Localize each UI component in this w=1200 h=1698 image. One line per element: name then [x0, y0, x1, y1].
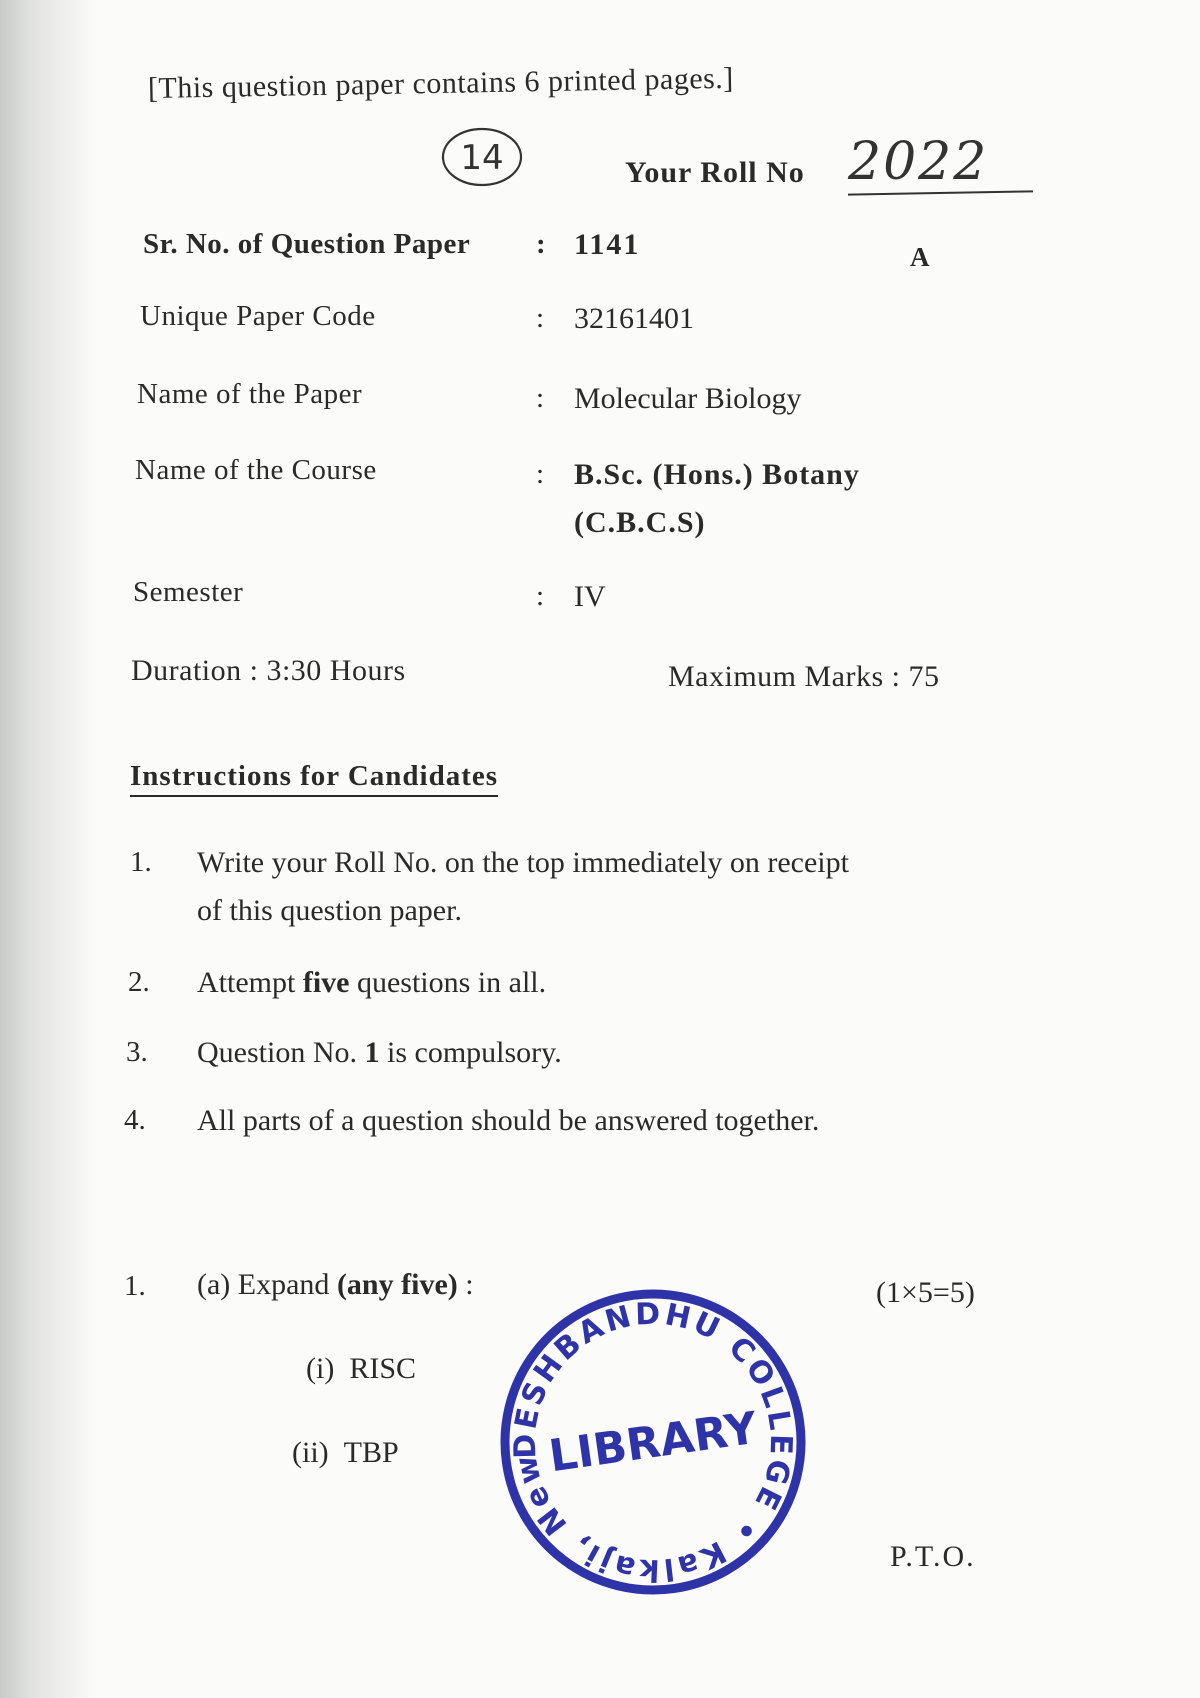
paper-name-colon: :: [536, 382, 545, 414]
instruction-4-number: 4.: [124, 1104, 146, 1136]
course-name-value-line2: (C.B.C.S): [574, 506, 706, 539]
instruction-3-number: 3.: [126, 1036, 148, 1068]
stamp-ring-text: DESHBANDHU COLLEGE • Kalkaji, New: [507, 1296, 799, 1588]
roll-number-handwritten: 2022: [848, 132, 989, 192]
semester-value: IV: [574, 580, 606, 613]
semester-label: Semester: [133, 576, 244, 608]
instructions-title: Instructions for Candidates: [130, 760, 498, 797]
instruction-2-number: 2.: [128, 966, 150, 998]
sr-no-value: 1141: [574, 228, 641, 261]
paper-name-value: Molecular Biology: [574, 382, 802, 415]
question-1-part-i: (i) RISC: [306, 1352, 417, 1385]
circled-number: [440, 126, 524, 188]
stamp-center-text: LIBRARY: [545, 1402, 761, 1483]
instruction-4-text: All parts of a question should be answered together.: [197, 1104, 820, 1137]
unique-paper-code-colon: :: [536, 302, 545, 334]
question-1-number: 1.: [124, 1270, 146, 1302]
course-name-value: B.Sc. (Hons.) Botany: [574, 458, 860, 491]
question-1-a: (a) Expand (any five) :: [197, 1268, 474, 1301]
instruction-1-line1: Write your Roll No. on the top immediately on receipt: [197, 846, 849, 879]
library-stamp: [498, 1287, 808, 1597]
instruction-1-line2: of this question paper.: [197, 894, 462, 927]
course-name-label: Name of the Course: [135, 454, 377, 486]
unique-paper-code-label: Unique Paper Code: [140, 300, 376, 332]
course-name-colon: :: [536, 458, 545, 490]
circled-number-text: 14: [460, 138, 504, 178]
sr-no-colon: :: [536, 228, 546, 260]
instruction-3-text: Question No. 1 is compulsory.: [197, 1036, 562, 1069]
roll-number-label: Your Roll No: [625, 156, 805, 189]
pto-note: P.T.O.: [890, 1540, 976, 1573]
instruction-2-text: Attempt five questions in all.: [197, 966, 547, 999]
paper-name-label: Name of the Paper: [137, 378, 363, 410]
sr-no-label: Sr. No. of Question Paper: [143, 228, 471, 260]
instruction-1-number: 1.: [130, 846, 152, 878]
maximum-marks: Maximum Marks : 75: [668, 660, 940, 693]
unique-paper-code-value: 32161401: [574, 302, 694, 335]
duration: Duration : 3:30 Hours: [131, 654, 406, 687]
header-note: [This question paper contains 6 printed pages.]: [147, 61, 735, 105]
paper-set: A: [910, 242, 930, 272]
semester-colon: :: [536, 580, 545, 612]
question-1-marks: (1×5=5): [876, 1276, 975, 1309]
question-1-part-ii: (ii) TBP: [292, 1436, 399, 1469]
page-binding-shadow: [0, 0, 95, 1698]
